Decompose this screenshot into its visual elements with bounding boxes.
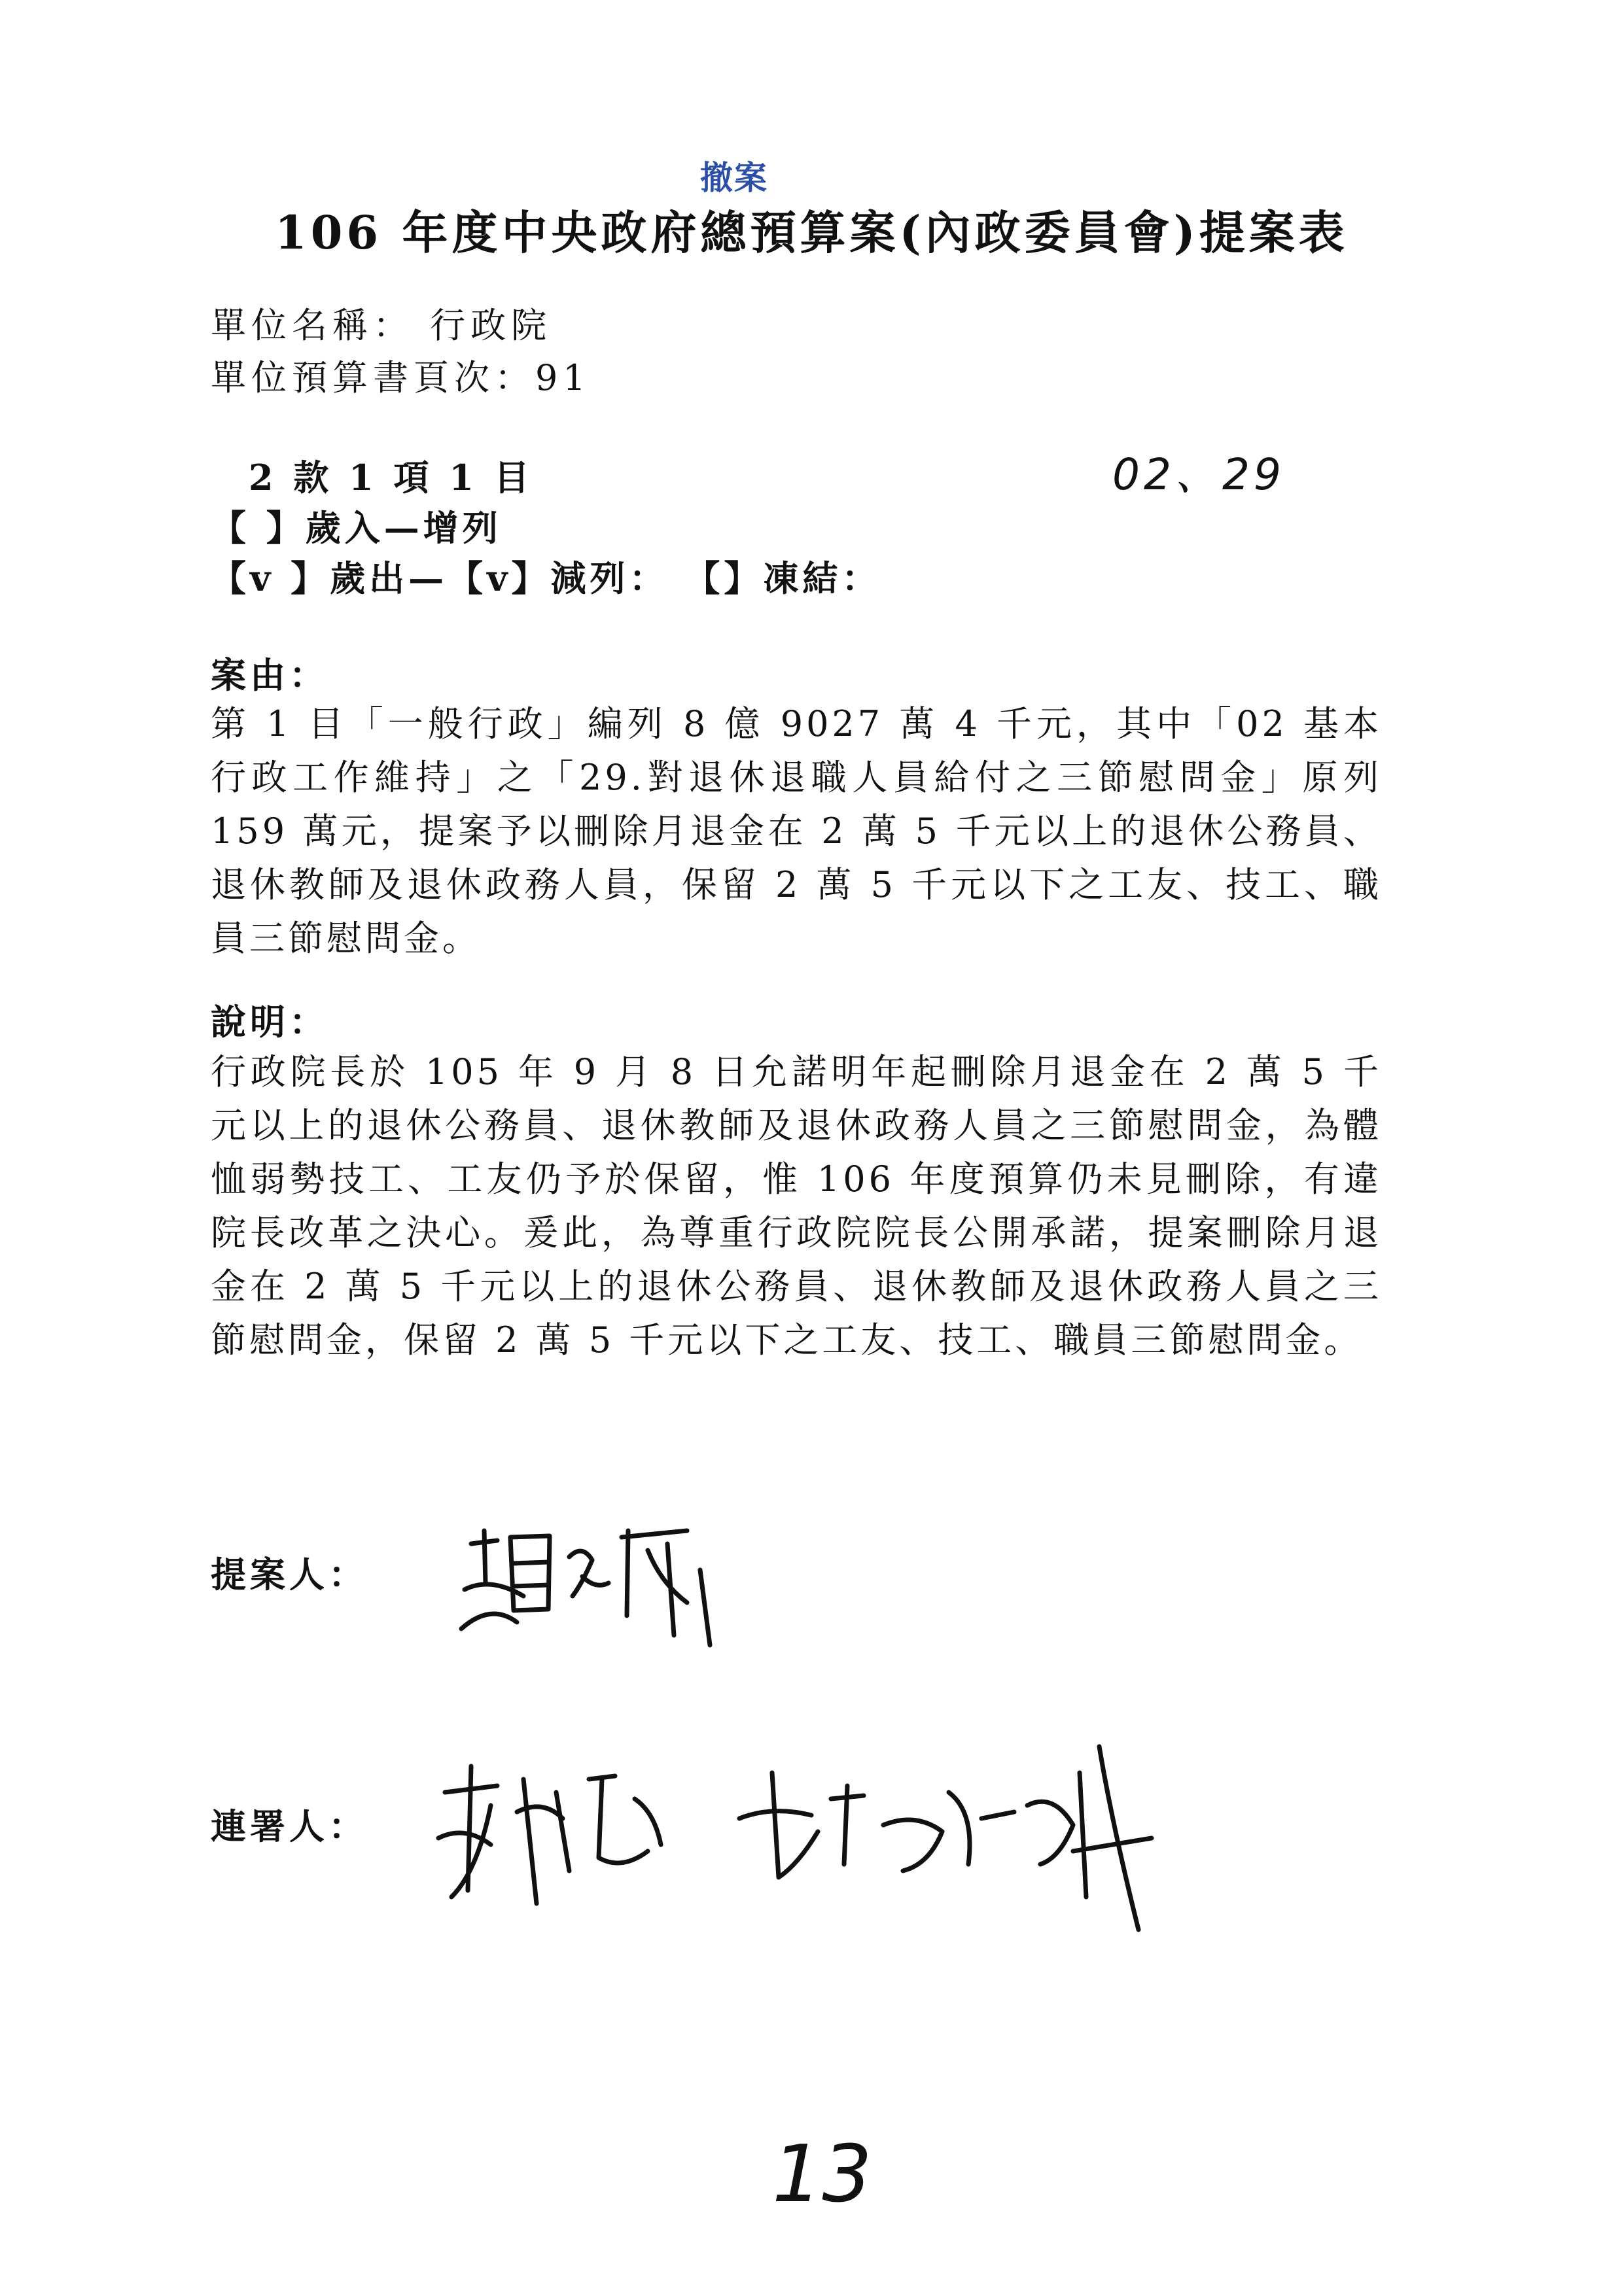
page-number: 13 bbox=[772, 2129, 872, 2220]
cosigner-signature-2 bbox=[733, 1733, 1178, 1943]
unit-budget-page: 單位預算書頁次：91 bbox=[211, 357, 591, 398]
explanation-text: 行政院長於 105 年 9 月 8 日允諾明年起刪除月退金在 2 萬 5 千元以上的退休公務員、退休教師及退休政務人員之三節慰問金，為體恤弱勢技工、工友仍予於保留，惟 106 年度預算仍未見刪除，有違院長改革之決心。爰此，為尊重行政院院長公開承諾，提案刪除月退金在 2 萬 5 千元以上的退休公務員、退休教師及退休政務人員之三節慰問金，保留 2 萬 5 千元以下之工友、技工、職員三節慰問金。 bbox=[211, 1051, 1382, 1361]
reason-text: 第 1 目「一般行政」編列 8 億 9027 萬 4 千元，其中「02 基本行政工作維持」之「29.對退休退職人員給付之三節慰問金」原列 159 萬元，提案予以刪除月退金在 2 萬 5 千元以上的退休公務員、退休教師及退休政務人員，保留 2 萬 5 千元以下之工友、技工、職員三節慰問金。 bbox=[211, 703, 1382, 959]
proposer-signature bbox=[451, 1505, 726, 1648]
revenue-increase-line: 【 】歲入—增列 bbox=[211, 507, 502, 549]
explanation-heading: 說明： bbox=[211, 1001, 328, 1043]
proposer-label: 提案人： bbox=[211, 1554, 368, 1595]
handwritten-date: 02、29 bbox=[1112, 449, 1285, 500]
cosigner-label: 連署人： bbox=[211, 1805, 368, 1847]
withdrawn-stamp: 撤案 bbox=[700, 158, 768, 197]
reason-heading: 案由： bbox=[211, 654, 328, 696]
unit-name: 單位名稱： 行政院 bbox=[211, 305, 552, 346]
item-reference: 2 款 1 項 1 目 bbox=[249, 457, 533, 498]
cosigner-signature-1 bbox=[425, 1740, 674, 1910]
page-title: 106 年度中央政府總預算案(內政委員會)提案表 bbox=[275, 205, 1349, 260]
expense-reduce-line: 【v 】歲出—【v】減列： 【】凍結： bbox=[211, 557, 881, 599]
